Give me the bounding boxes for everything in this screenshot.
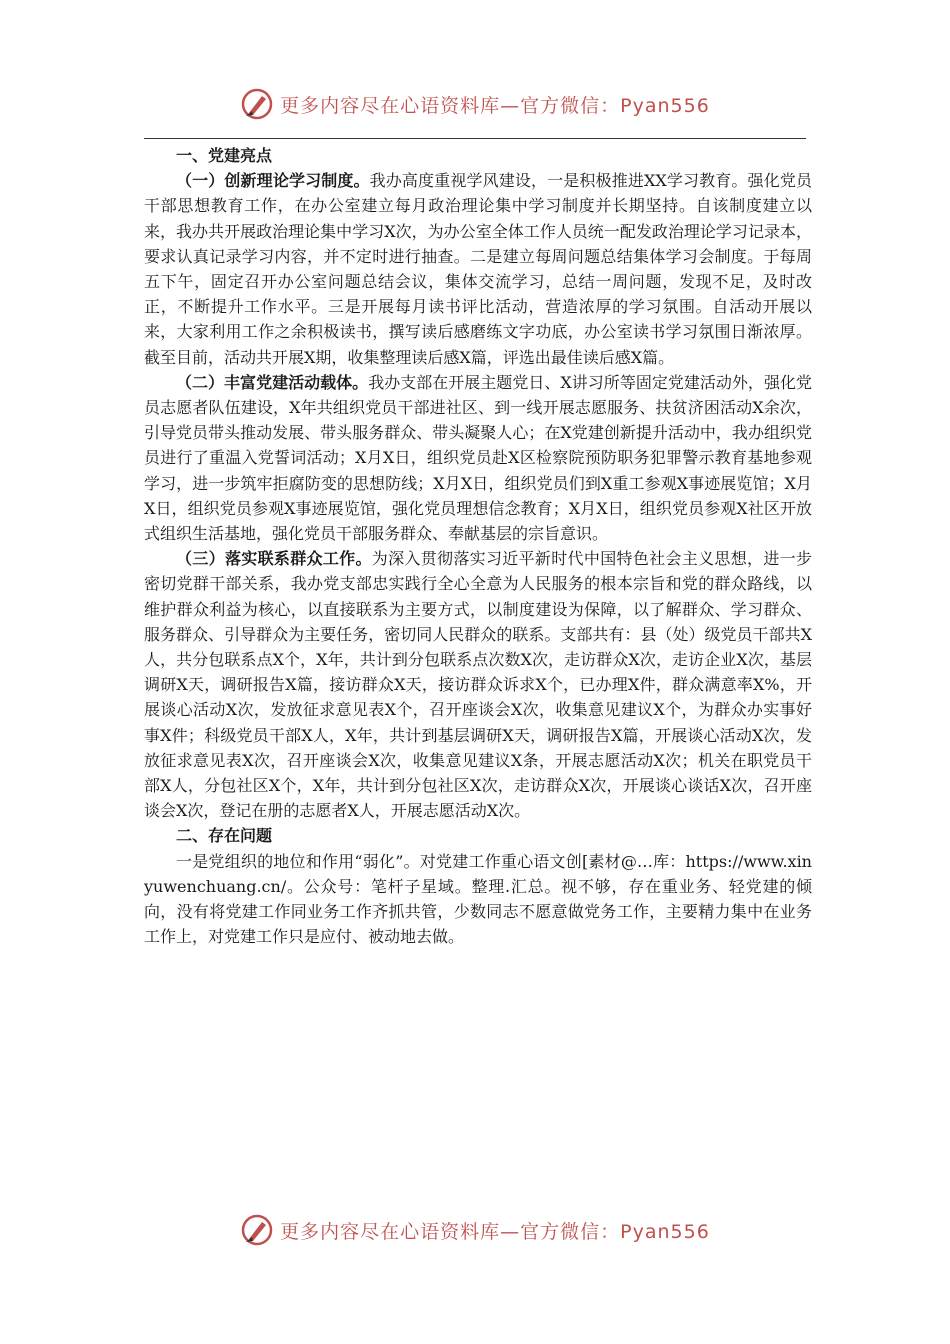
paragraph-body: 我办高度重视学风建设，一是积极推进XX学习教育。强化党员干部思想教育工作，在办公室建立每月政治理论集中学习制度并长期坚持。自该制度建立以来，我办共开展政治理论集中学习X次，为办公室全体工作人员统一配发政治理论学习记录本，要求认真记录学习内容，并不定时进行抽查。二是建立每周问题总结集体学习会制度。于每周五下午，固定召开办公室问题总结会议，集体交流学习，总结一周问题，发现不足，及时改正，不断提升工作水平。三是开展每月读书评比活动，营造浓厚的学习氛围。自活动开展以来，大家利用工作之余积极读书，撰写读后感磨练文字功底，办公室读书学习氛围日渐浓厚。截至目前，活动共开展X期，收集整理读后感X篇，评选出最佳读后感X篇。 <box>144 171 812 367</box>
section-title-highlights: 一、党建亮点 <box>176 146 273 165</box>
paragraph-body: 我办支部在开展主题党日、X讲习所等固定党建活动外，强化党员志愿者队伍建设，X年共组织党员干部进社区、到一线开展志愿服务、扶贫济困活动X余次，引导党员带头推动发展、带头服务群众、带头凝聚人心；在X党建创新提升活动中，我办组织党员进行了重温入党誓词活动；X月X日，组织党员赴X区检察院预防职务犯罪警示教育基地参观学习，进一步筑牢拒腐防变的思想防线；X月X日，组织党员们到X重工参观X事迹展览馆；X月X日，组织党员参观X事迹展览馆，强化党员理想信念教育；X月X日，组织党员参观X社区开放式组织生活基地，强化党员干部服务群众、奉献基层的宗旨意识。 <box>144 372 812 544</box>
paragraph-mass-contact <box>144 546 812 823</box>
paragraph-theory-study <box>144 168 812 370</box>
pen-nib-icon <box>240 1213 274 1247</box>
paragraph-activities <box>144 370 812 546</box>
document-body <box>144 143 812 950</box>
footer-banner <box>0 1210 950 1250</box>
header-banner <box>0 84 950 124</box>
header-divider <box>144 138 806 139</box>
footer-banner-text: 更多内容尽在心语资料库—官方微信：Pyan556 <box>280 1220 710 1243</box>
paragraph-body: 为深入贯彻落实习近平新时代中国特色社会主义思想，进一步密切党群干部关系，我办党支部忠实践行全心全意为人民服务的根本宗旨和党的群众路线，以维护群众利益为核心，以直接联系为主要方式，以制度建设为保障，以了解群众、学习群众、服务群众、引导群众为主要任务，密切同人民群众的联系。支部共有：县（处）级党员干部共X人，共分包联系点X个，X年，共计到分包联系点次数X次，走访群众X次，走访企业X次，基层调研X天，调研报告X篇，接访群众X天，接访群众诉求X个，已办理X件，群众满意率X%，开展谈心活动X次，发放征求意见表X个，召开座谈会X次，收集意见建议X个，为群众办实事好事X件；科级党员干部X人，X年，共计到基层调研X天，调研报告X篇，开展谈心活动X次，发放征求意见表X次，召开座谈会X次，收集意见建议X条，开展志愿活动X次；机关在职党员干部X人，分包社区X个，X年，共计到分包社区X次，走访群众X次，开展谈心谈话X次，召开座谈会X次，登记在册的志愿者X人，开展志愿活动X次。 <box>144 549 812 821</box>
pen-nib-icon <box>240 87 274 121</box>
paragraph-lead: （二）丰富党建活动载体。 <box>176 372 369 392</box>
section-title-problems: 二、存在问题 <box>176 826 273 846</box>
paragraph-lead: （三）落实联系群众工作。 <box>176 549 372 569</box>
paragraph-lead: （一）创新理论学习制度。 <box>176 171 370 191</box>
header-banner-text: 更多内容尽在心语资料库—官方微信：Pyan556 <box>280 94 710 117</box>
paragraph-problem-one: 一是党组织的地位和作用“弱化”。对党建工作重心语文创[素材@…库：https://www.xinyuwenchuang.cn/。公众号：笔杆子星域。整理.汇总。视不够，存在重业务、轻党建的倾向，没有将党建工作同业务工作齐抓共管，少数同志不愿意做党务工作，主要精力集中在业务工作上，对党建工作只是应付、被动地去做。 <box>144 851 812 947</box>
